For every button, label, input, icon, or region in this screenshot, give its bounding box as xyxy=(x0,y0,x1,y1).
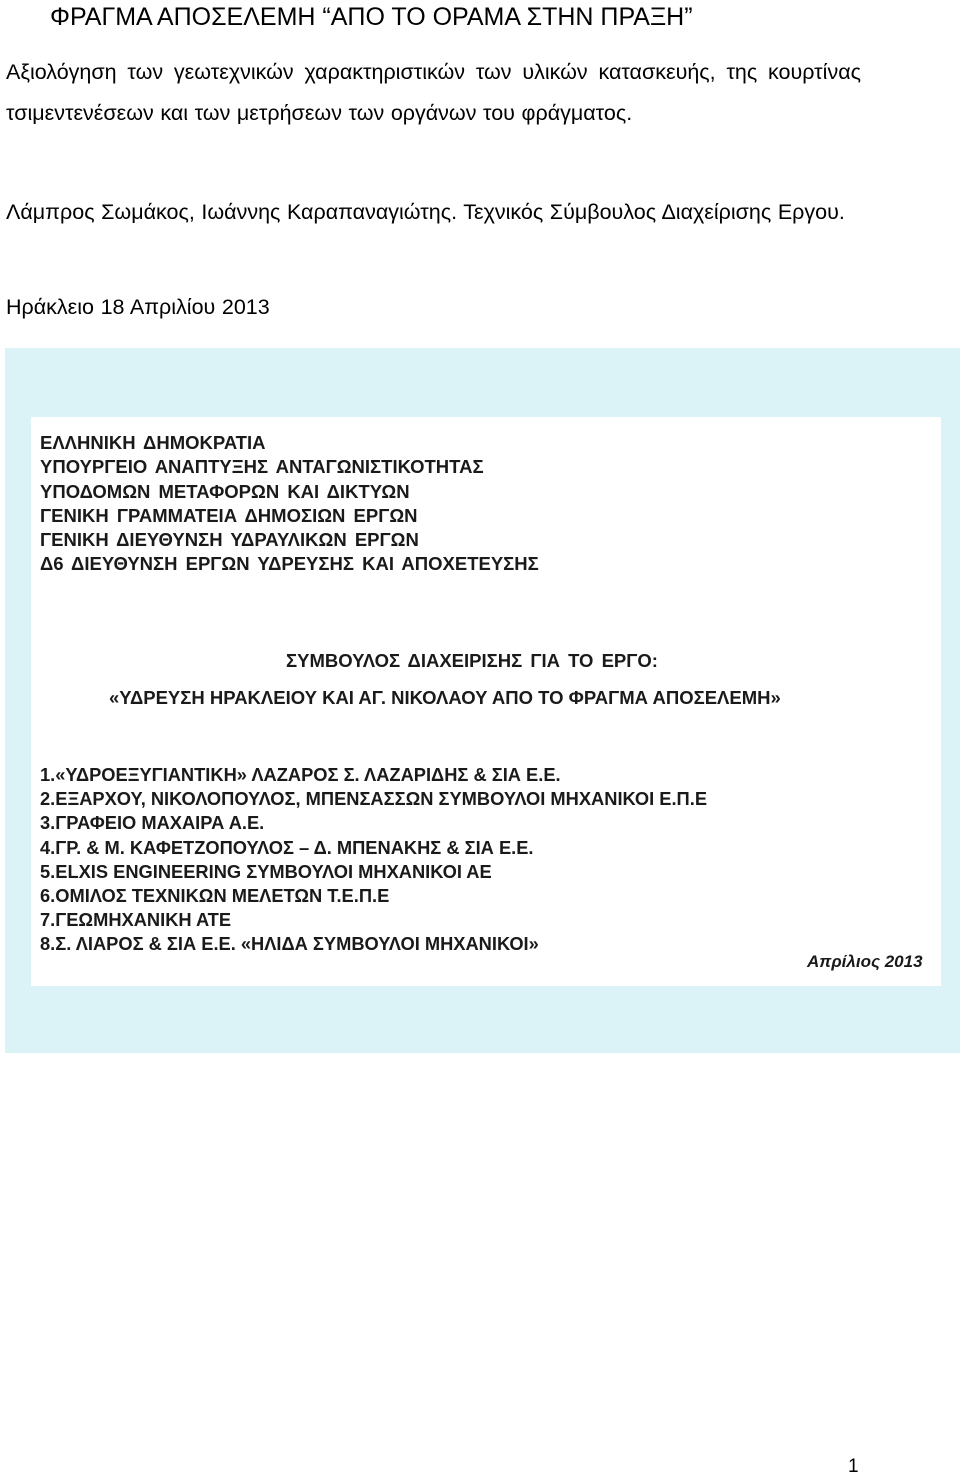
list-item: 3.ΓΡΑΦΕΙΟ ΜΑΧΑΙΡΑ Α.Ε. xyxy=(40,812,265,834)
list-item: 7.ΓΕΩΜΗΧΑΝΙΚΗ ΑΤΕ xyxy=(40,909,232,931)
organization-line: ΕΛΛΗΝΙΚΗ ΔΗΜΟΚΡΑΤΙΑ xyxy=(40,432,266,453)
project-title: «ΥΔΡΕΥΣΗ ΗΡΑΚΛΕΙΟΥ ΚΑΙ ΑΓ. ΝΙΚΟΛΑΟΥ ΑΠΟ ΤΟ ΦΡΑΓΜΑ ΑΠΟΣΕΛΕΜΗ» xyxy=(109,687,781,708)
organization-list xyxy=(40,431,539,577)
list-item: 1.«ΥΔΡΟΕΞΥΓΙΑΝΤΙΚΗ» ΛΑΖΑΡΟΣ Σ. ΛΑΖΑΡΙΔΗΣ & ΣΙΑ Ε.Ε. xyxy=(40,764,561,785)
list-item: 8.Σ. ΛΙΑΡΟΣ & ΣΙΑ Ε.Ε. «ΗΛΙΔΑ ΣΥΜΒΟΥΛΟΙ ΜΗΧΑΝΙΚΟΙ» xyxy=(40,933,539,955)
list-item: 2.ΕΞΑΡΧΟΥ, ΝΙΚΟΛΟΠΟΥΛΟΣ, ΜΠΕΝΣΑΣΣΩΝ ΣΥΜΒΟΥΛΟΙ ΜΗΧΑΝΙΚΟΙ Ε.Π.Ε xyxy=(40,788,708,810)
cover-date: Απρίλιος 2013 xyxy=(807,952,923,971)
place-date-line: Ηράκλειο 18 Απριλίου 2013 xyxy=(6,295,270,319)
list-item: 4.ΓΡ. & Μ. ΚΑΦΕΤΖΟΠΟΥΛΟΣ – Δ. ΜΠΕΝΑΚΗΣ & ΣΙΑ Ε.Ε. xyxy=(40,836,534,858)
cover-page-image xyxy=(31,417,941,986)
organization-line: ΥΠΟΥΡΓΕΙΟ ΑΝΑΠΤΥΞΗΣ ΑΝΤΑΓΩΝΙΣΤΙΚΟΤΗΤΑΣ xyxy=(40,456,484,478)
consortium-member-list xyxy=(40,763,707,957)
list-item: 5.ELXIS ENGINEERING ΣΥΜΒΟΥΛΟΙ ΜΗΧΑΝΙΚΟΙ ΑΕ xyxy=(40,860,492,882)
authors-paragraph: Λάμπρος Σωμάκος, Ιωάννης Καραπαναγιώτης. Τεχνικός Σύμβουλος Διαχείρισης Εργου. xyxy=(6,200,845,224)
advisor-heading: ΣΥΜΒΟΥΛΟΣ ΔΙΑΧΕΙΡΙΣΗΣ ΓΙΑ ΤΟ ΕΡΓΟ: xyxy=(286,650,658,671)
subject-paragraph: Αξιολόγηση των γεωτεχνικών χαρακτηριστικών των υλικών κατασκευής, της κουρτίνας τσιμεντενέσεων και των μετρήσεων των οργάνων του φράγματος. xyxy=(6,60,861,125)
organization-line: ΥΠΟΔΟΜΩΝ ΜΕΤΑΦΟΡΩΝ ΚΑΙ ΔΙΚΤΥΩΝ xyxy=(40,480,410,502)
organization-line: ΓΕΝΙΚΗ ΓΡΑΜΜΑΤΕΙΑ ΔΗΜΟΣΙΩΝ ΕΡΓΩΝ xyxy=(40,504,418,526)
page-number: 1 xyxy=(848,1456,859,1477)
organization-line: Δ6 ΔΙΕΥΘΥΝΣΗ ΕΡΓΩΝ ΥΔΡΕΥΣΗΣ ΚΑΙ ΑΠΟΧΕΤΕΥΣΗΣ xyxy=(40,553,539,575)
list-item: 6.ΟΜΙΛΟΣ ΤΕΧΝΙΚΩΝ ΜΕΛΕΤΩΝ Τ.Ε.Π.Ε xyxy=(40,885,390,907)
document-title: ΦΡΑΓΜΑ ΑΠΟΣΕΛΕΜΗ “ΑΠΟ ΤΟ ΟΡΑΜΑ ΣΤΗΝ ΠΡΑΞΗ” xyxy=(50,3,693,31)
organization-line: ΓΕΝΙΚΗ ΔΙΕΥΘΥΝΣΗ ΥΔΡΑΥΛΙΚΩΝ ΕΡΓΩΝ xyxy=(40,529,419,551)
